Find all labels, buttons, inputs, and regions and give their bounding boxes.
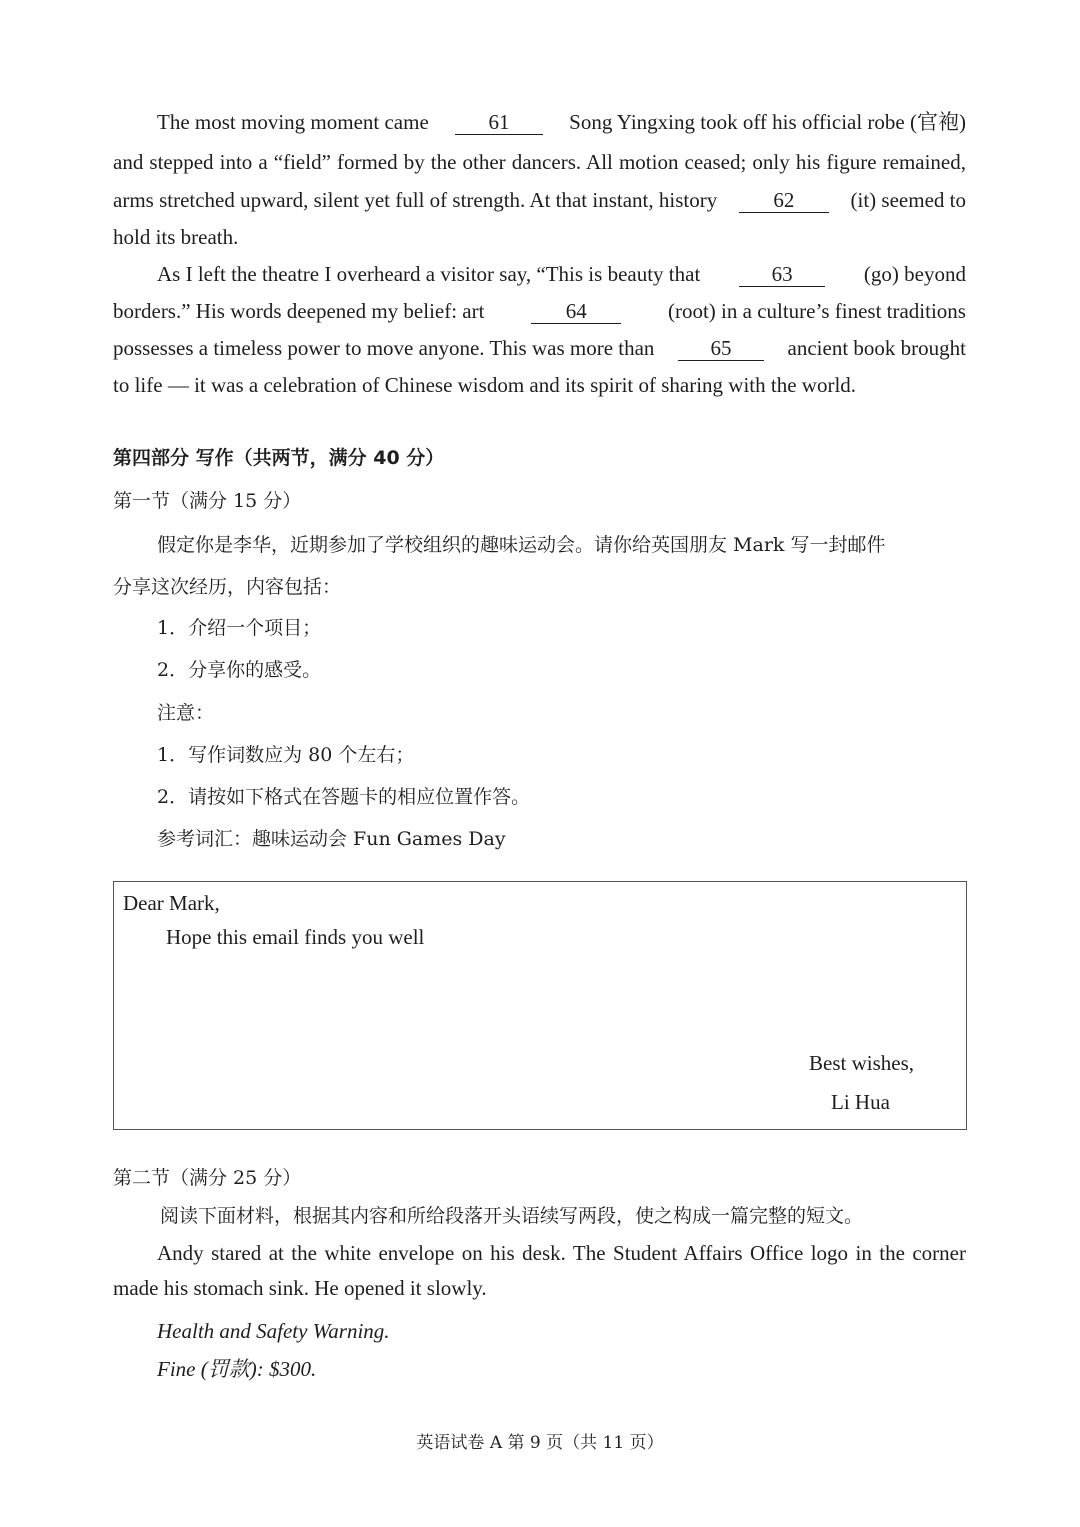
email-greeting: Dear Mark, xyxy=(123,891,220,915)
blank-64: 64 xyxy=(531,299,621,324)
vocab-hint: 参考词汇：趣味运动会 Fun Games Day xyxy=(157,828,506,850)
cloze-text: possesses a timeless power to move anyone. This was more than xyxy=(113,336,655,360)
cloze-text: (go) beyond xyxy=(863,262,966,286)
blank-65: 65 xyxy=(678,336,764,361)
page-footer: 英语试卷 A 第 9 页（共 11 页） xyxy=(416,1433,664,1453)
section2-prompt: 阅读下面材料，根据其内容和所给段落开头语续写两段，使之构成一篇完整的短文。 xyxy=(160,1205,864,1227)
cloze-text: ancient book brought xyxy=(787,336,966,360)
email-opening: Hope this email finds you well xyxy=(166,925,425,949)
prompt-item: 1．介绍一个项目； xyxy=(157,617,322,639)
email-template-box xyxy=(113,881,967,1130)
email-signature: Li Hua xyxy=(831,1090,890,1114)
email-closing: Best wishes, xyxy=(809,1051,914,1075)
prompt-item: 2．分享你的感受。 xyxy=(157,659,322,681)
section1-title: 第一节（满分 15 分） xyxy=(113,490,302,512)
cloze-line xyxy=(113,185,966,215)
cloze-line xyxy=(113,333,966,363)
story-warning: Health and Safety Warning. xyxy=(157,1319,390,1343)
cloze-text: arms stretched upward, silent yet full of strength. At that instant, history xyxy=(113,188,718,212)
story-fine: Fine (罚款): $300. xyxy=(157,1357,317,1381)
cloze-text: (it) seemed to xyxy=(850,188,966,212)
part-title: 第四部分 写作（共两节，满分 40 分） xyxy=(113,447,445,469)
story-line: Andy stared at the white envelope on his desk. The Student Affairs Office logo in the corner xyxy=(157,1241,966,1265)
story-line: made his stomach sink. He opened it slowly. xyxy=(113,1276,487,1300)
blank-61: 61 xyxy=(455,110,543,135)
cloze-line xyxy=(113,296,966,326)
cloze-line: to life — it was a celebration of Chinese wisdom and its spirit of sharing with the world. xyxy=(113,373,857,397)
blank-62: 62 xyxy=(739,188,829,213)
note-label: 注意： xyxy=(157,702,215,724)
note-item: 1．写作词数应为 80 个左右； xyxy=(157,744,415,766)
cloze-text: As I left the theatre I overheard a visitor say, “This is beauty that xyxy=(157,262,701,286)
section2-title: 第二节（满分 25 分） xyxy=(113,1167,302,1189)
blank-63: 63 xyxy=(739,262,825,287)
cloze-line: and stepped into a “field” formed by the other dancers. All motion ceased; only his figure remained, xyxy=(113,150,966,174)
prompt-line: 分享这次经历，内容包括： xyxy=(113,576,342,598)
cloze-line: hold its breath. xyxy=(113,225,239,249)
cloze-line xyxy=(157,259,966,289)
cloze-text: (root) in a culture’s finest traditions xyxy=(667,299,966,323)
note-item: 2．请按如下格式在答题卡的相应位置作答。 xyxy=(157,786,531,808)
prompt-line: 假定你是李华，近期参加了学校组织的趣味运动会。请你给英国朋友 Mark 写一封邮件 xyxy=(157,534,886,556)
cloze-line xyxy=(157,107,966,137)
cloze-text: borders.” His words deepened my belief: art xyxy=(113,299,485,323)
cloze-text: The most moving moment came xyxy=(157,110,429,134)
cloze-text: Song Yingxing took off his official robe (官袍) xyxy=(569,110,966,134)
